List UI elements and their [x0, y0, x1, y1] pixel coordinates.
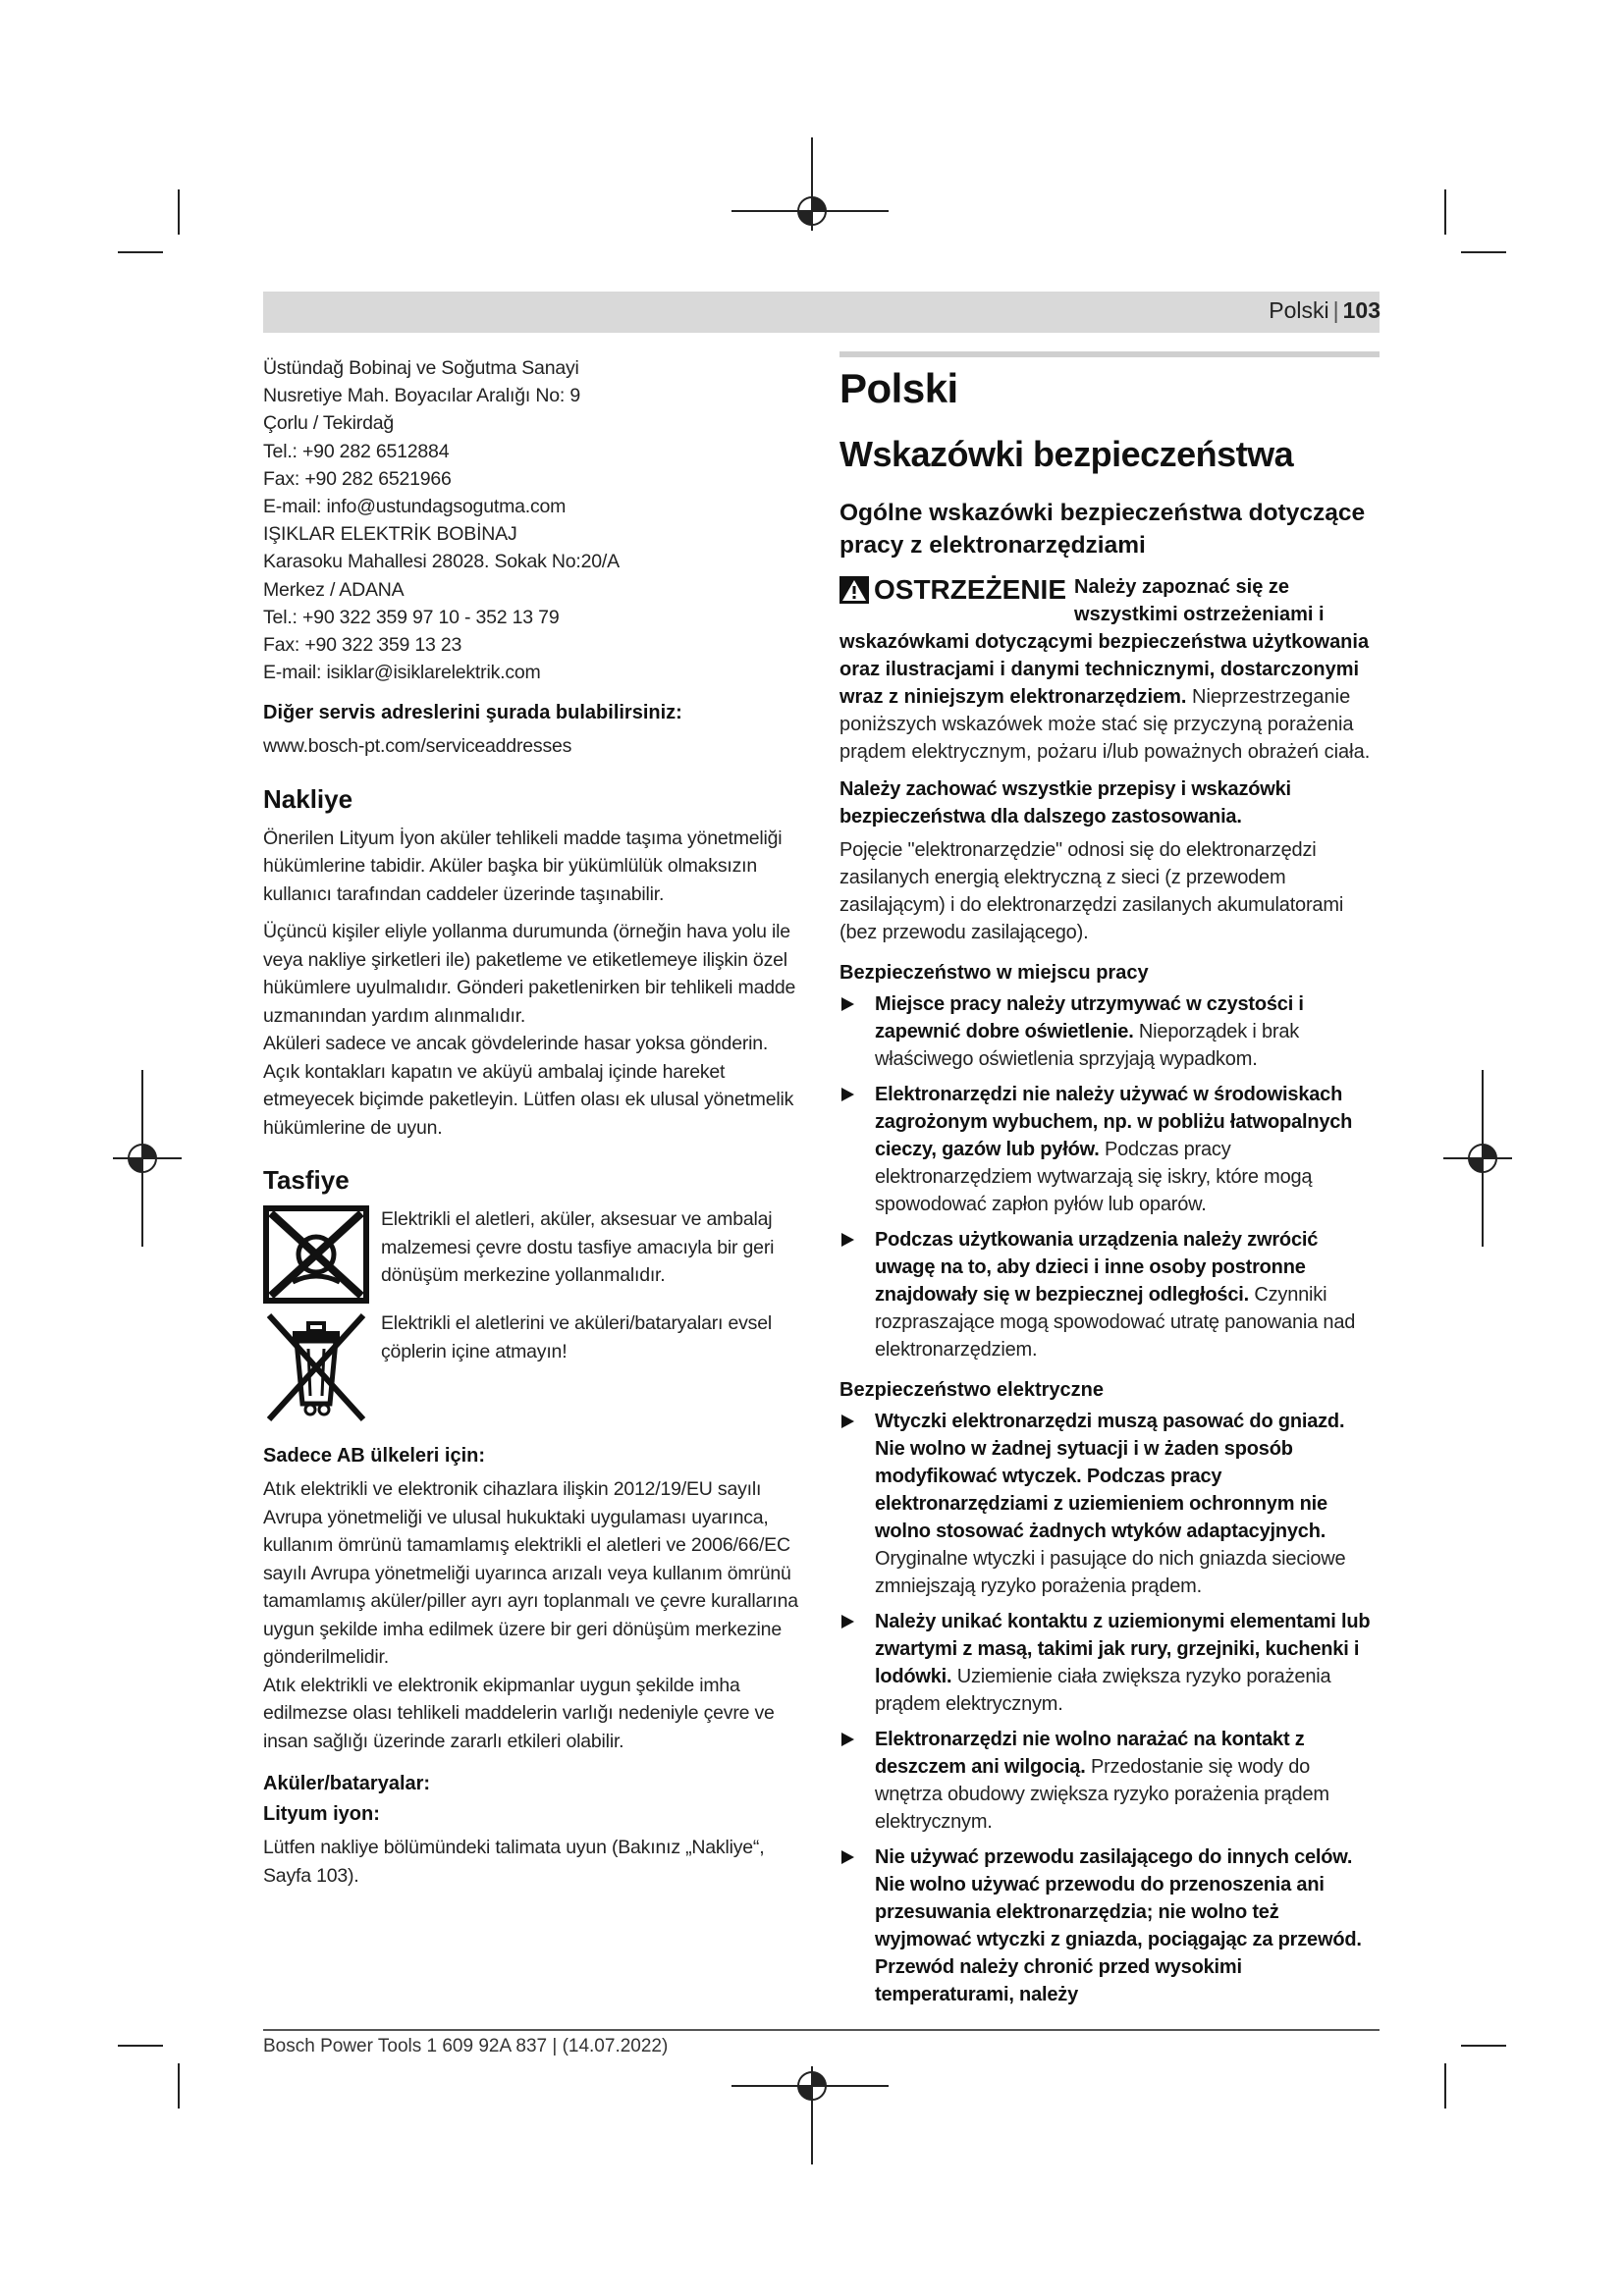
address-line: Çorlu / Tekirdağ [263, 412, 395, 435]
list-item-bold: Należy unikać kontaktu z uziemionymi elementami lub zwartymi z masą, takimi jak rury, grzejniki, kuchenki i lodówki. [875, 1611, 1371, 1687]
nakliye-paragraph: Aküleri sadece ve ancak gövdelerinde hasar yoksa gönderin. Açık kontakları kapatın ve aküyü ambalaj içinde hareket etmeyecek biçimde paketleyin. Lütfen olası ek ulusal yönetmelik hükümlerine de uyun. [263, 1033, 794, 1139]
subsection-title: Ogólne wskazówki bezpieczeństwa dotyczące pracy z elektronarzędziami [839, 500, 1366, 559]
bullet-triangle-icon [841, 1733, 854, 1746]
list-item-text: Przedostanie się wody do wnętrza obudowy zwiększa ryzyko porażenia prądem elektrycznym. [875, 1756, 1329, 1833]
section-label: Polski [1269, 297, 1329, 323]
section-title: Wskazówki bezpieczeństwa [839, 434, 1294, 474]
list-item [839, 1081, 1380, 1218]
recycle-disposal-icon [263, 1205, 369, 1304]
registration-mark-icon [731, 2056, 889, 2164]
language-title: Polski [839, 365, 958, 411]
list-item-bold: Podczas użytkowania urządzenia należy zwrócić uwagę na to, aby dzieci i inne osoby postronne znajdowały się w bezpiecznej odległości. [875, 1229, 1319, 1306]
list-item-text: Nieporządek i brak właściwego oświetlenia sprzyjają wypadkom. [875, 1021, 1300, 1070]
bullet-triangle-icon [841, 997, 854, 1011]
registration-mark-icon [113, 1070, 182, 1247]
akuler-heading: Aküler/bataryalar: [263, 1773, 431, 1795]
electrical-heading: Bezpieczeństwo elektryczne [839, 1379, 1104, 1401]
service-heading: Diğer servis adreslerini şurada bulabilirsiniz: [263, 702, 682, 724]
address-line: E-mail: info@ustundagsogutma.com [263, 496, 567, 518]
list-item [839, 1608, 1380, 1718]
list-item [839, 1843, 1380, 2008]
crop-mark [1444, 189, 1446, 235]
address-line: Fax: +90 322 359 13 23 [263, 634, 462, 657]
bullet-triangle-icon [841, 1850, 854, 1864]
header-bar [263, 292, 1380, 333]
crop-mark [118, 2045, 163, 2047]
crop-mark [118, 251, 163, 253]
ab-paragraph: Atık elektrikli ve elektronik cihazlara ilişkin 2012/19/EU sayılı Avrupa yönetmeliği ve ulusal hukuktaki uygulaması uyarınca, kullanım ömrünü tamamlamış elektrikli el aletleri ve 2006/66/EC sayılı Avrupa yönetmeliği uyarınca arızalı veya kullanım ömrünü tamamlamış aküler/piller ayrı ayrı toplanmalı ve çevre kurallarına uygun şekilde imha edilmek üzere bir geri dönüşüm merkezine gönderilmelidir. [263, 1478, 798, 1669]
list-item-bold: Miejsce pracy należy utrzymywać w czystości i zapewnić dobre oświetlenie. [875, 993, 1304, 1042]
address-line: E-mail: isiklar@isiklarelektrik.com [263, 662, 541, 684]
warning-block [839, 573, 1380, 766]
crop-mark [178, 189, 180, 235]
list-item-bold: Wtyczki elektronarzędzi muszą pasować do gniazd. Nie wolno w żadnej sytuacji i w żaden sposób modyfikować wtyczek. Podczas pracy elektronarzędziami z uziemieniem ochronnym nie wolno stosować żadnych wtyków adaptacyjnych. [875, 1411, 1345, 1542]
list-item [839, 990, 1380, 1073]
workplace-heading: Bezpieczeństwo w miejscu pracy [839, 962, 1149, 984]
address-line: Merkez / ADANA [263, 578, 405, 601]
service-url: www.bosch-pt.com/serviceaddresses [263, 735, 572, 758]
address-line: Fax: +90 282 6521966 [263, 467, 452, 490]
left-column [263, 354, 798, 1890]
list-item [839, 1226, 1380, 1363]
footer-rule [263, 2029, 1380, 2031]
address-line: Nusretiye Mah. Boyacılar Aralığı No: 9 [263, 385, 580, 407]
lityum-paragraph: Lütfen nakliye bölümündeki talimata uyun (Bakınız „Nakliye“, Sayfa 103). [263, 1837, 765, 1887]
crossed-bin-icon [263, 1309, 369, 1425]
bullet-triangle-icon [841, 1233, 854, 1247]
service-address-block [263, 354, 798, 686]
list-item-text: Czynniki rozpraszające mogą spowodować utratę panowania nad elektronarzędziem. [875, 1284, 1356, 1361]
list-item-bold: Elektronarzędzi nie należy używać w środowiskach zagrożonym wybuchem, np. w pobliżu łatwopalnych cieczy, gazów lub pyłów. [875, 1084, 1353, 1160]
lityum-heading: Lityum iyon: [263, 1803, 380, 1826]
list-item-text: Uziemienie ciała zwiększa ryzyko porażenia prądem elektrycznym. [875, 1666, 1331, 1715]
warning-normal-text: Nieprzestrzeganie poniższych wskazówek może stać się przyczyną porażenia prądem elektrycznym, pożaru i/lub poważnych obrażeń ciała. [839, 686, 1371, 763]
warning-label [839, 573, 1066, 607]
address-line: Üstündağ Bobinaj ve Soğutma Sanayi [263, 357, 579, 379]
list-item-text: Podczas pracy elektronarzędziem wytwarzają się iskry, które mogą spowodować zapłon pyłów lub oparów. [875, 1139, 1313, 1215]
crop-mark [1461, 251, 1506, 253]
page-reference: Polski | 103 [1269, 297, 1380, 323]
registration-mark-icon [1443, 1070, 1512, 1247]
household-waste-text: Elektrikli el aletlerini ve aküleri/bataryaları evsel çöplerin içine atmayın! [381, 1312, 772, 1362]
nakliye-paragraph: Önerilen Lityum İyon aküler tehlikeli madde taşıma yönetmeliği hükümlerine tabidir. Aküler başka bir yükümlülük olmaksızın kullanıcı tarafından caddeler üzerinde taşınabilir. [263, 827, 783, 905]
nakliye-title: Nakliye [263, 783, 353, 814]
bullet-triangle-icon [841, 1615, 854, 1629]
list-item-bold: Elektronarzędzi nie wolno narażać na kontakt z deszczem ani wilgocią. [875, 1729, 1305, 1778]
warning-label-text: OSTRZEŻENIE [874, 574, 1067, 605]
footer-text: Bosch Power Tools 1 609 92A 837 | (14.07.2022) [263, 2036, 669, 2056]
ab-paragraph: Atık elektrikli ve elektronik ekipmanlar uygun şekilde imha edilmezse olası tehlikeli maddelerin varlığı nedeniyle çevre ve insan sağlığı üzerinde zararlı etkileri olabilir. [263, 1674, 775, 1752]
address-line: Karasoku Mahallesi 28028. Sokak No:20/A [263, 551, 620, 573]
bullet-triangle-icon [841, 1088, 854, 1101]
list-item-bold: Nie używać przewodu zasilającego do innych celów. Nie wolno używać przewodu do przenoszenia ani przesuwania elektronarzędzia; nie wolno też wyjmować wtyczki z gniazda, pociągając za przewód. Przewód należy chronić przed wysokimi temperaturami, należy [875, 1846, 1362, 2005]
bullet-triangle-icon [841, 1415, 854, 1428]
recycling-text: Elektrikli el aletleri, aküler, aksesuar ve ambalaj malzemesi çevre dostu tasfiye amacıyla bir geri dönüşüm merkezine yollanmalıdır. [381, 1208, 775, 1287]
household-waste-notice [263, 1309, 798, 1425]
keep-instructions-note: Należy zachować wszystkie przepisy i wskazówki bezpieczeństwa dla dalszego zastosowania. [839, 778, 1291, 828]
section-rule [839, 351, 1380, 357]
list-item [839, 1726, 1380, 1836]
list-item [839, 1408, 1380, 1600]
nakliye-paragraph: Üçüncü kişiler eliyle yollanma durumunda (örneğin hava yolu ile veya nakliye şirketleri ile) paketleme ve etiketlemeye ilişkin özel hükümlere uyulmalıdır. Gönderi paketlenirken bir tehlikeli madde uzmanından yardım alınmalıdır. [263, 921, 796, 1027]
crop-mark [1444, 2063, 1446, 2109]
list-item-text: Oryginalne wtyczki i pasujące do nich gniazda sieciowe zmniejszają ryzyko porażenia prądem. [875, 1548, 1346, 1597]
recycling-notice [263, 1205, 798, 1304]
tasfiye-title: Tasfiye [263, 1165, 350, 1196]
warning-triangle-icon [839, 576, 869, 604]
right-column [839, 351, 1380, 2016]
address-line: Tel.: +90 282 6512884 [263, 440, 450, 462]
ab-heading: Sadece AB ülkeleri için: [263, 1445, 486, 1468]
crop-mark [1461, 2045, 1506, 2047]
crop-mark [178, 2063, 180, 2109]
address-line: IŞIKLAR ELEKTRİK BOBİNAJ [263, 523, 517, 546]
page-number: 103 [1342, 297, 1380, 323]
definition-paragraph: Pojęcie "elektronarzędzie" odnosi się do elektronarzędzi zasilanych energią elektryczną z sieci (z przewodem zasilającym) i do elektronarzędzi zasilanych akumulatorami (bez przewodu zasilającego). [839, 839, 1344, 943]
registration-mark-icon [731, 137, 889, 245]
warning-bold-text: Należy zapoznać się ze wszystkimi ostrzeżeniami i wskazówkami dotyczącymi bezpieczeństwa użytkowania oraz ilustracjami i danymi technicznymi, dostarczonymi wraz z niniejszym elektronarzędziem. [839, 576, 1370, 708]
address-line: Tel.: +90 322 359 97 10 - 352 13 79 [263, 606, 560, 628]
